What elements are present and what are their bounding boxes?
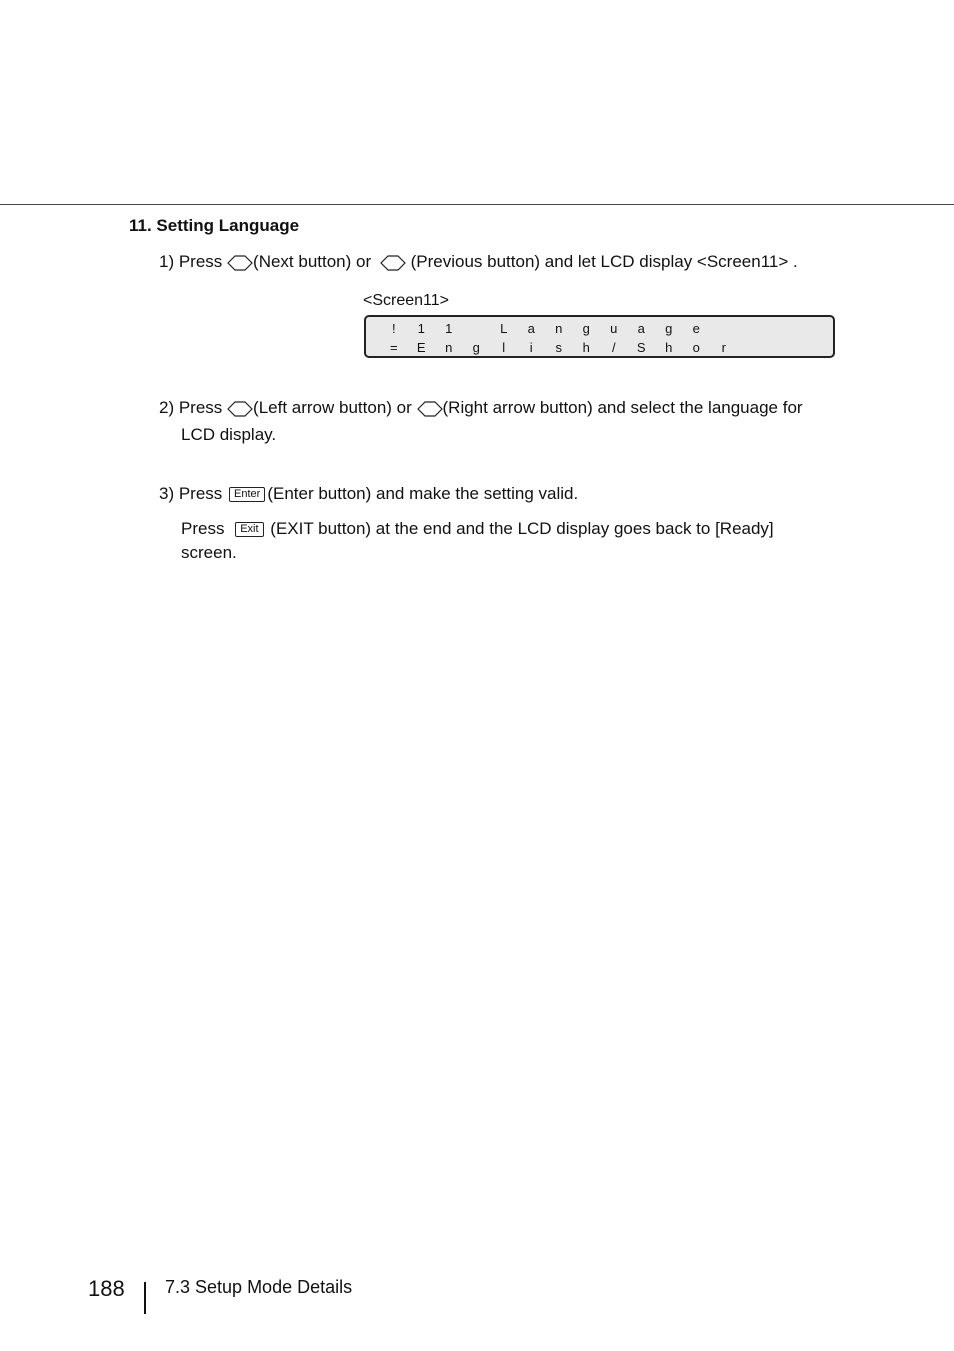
lcd-char: r	[721, 340, 726, 355]
lcd-char: e	[692, 321, 700, 336]
lcd-char: =	[389, 340, 398, 355]
lcd-char: a	[527, 321, 535, 336]
lcd-char: h	[582, 340, 590, 355]
step-2-continued: LCD display.	[181, 425, 277, 444]
lcd-char: g	[582, 321, 590, 336]
step-1	[159, 248, 798, 275]
lcd-char: s	[555, 340, 562, 355]
step-2	[159, 394, 803, 421]
lcd-char: L	[500, 321, 508, 336]
previous-button-icon	[380, 254, 406, 272]
lcd-char: !	[391, 321, 396, 336]
step-3-exit	[181, 515, 774, 542]
next-button-label: (Next button) or	[253, 252, 372, 271]
lcd-row-2	[380, 339, 738, 357]
lcd-char: a	[637, 321, 645, 336]
step-3-prefix: 3) Press	[159, 484, 223, 503]
next-button-icon	[227, 254, 253, 272]
enter-key-icon: Enter	[229, 487, 265, 502]
step-2-prefix: 2) Press	[159, 398, 223, 417]
lcd-char: o	[692, 340, 700, 355]
step-3-continued: screen.	[181, 543, 237, 562]
lcd-screen	[364, 315, 835, 358]
lcd-char: n	[555, 321, 563, 336]
lcd-char: g	[665, 321, 673, 336]
lcd-char: i	[529, 340, 533, 355]
section-heading: 11. Setting Language	[129, 216, 300, 235]
lcd-char: E	[416, 340, 426, 355]
lcd-char: g	[472, 340, 480, 355]
lcd-char: h	[665, 340, 673, 355]
lcd-char: 1	[417, 321, 425, 336]
lcd-char: u	[610, 321, 618, 336]
left-arrow-button-icon	[227, 400, 253, 418]
footer-section-title: 7.3 Setup Mode Details	[165, 1277, 353, 1297]
left-arrow-button-label: (Left arrow button) or	[253, 398, 412, 417]
previous-button-label: (Previous button) and let LCD display <Screen11> .	[410, 252, 798, 271]
enter-button-label: (Enter button) and make the setting valid.	[267, 484, 579, 503]
header-rule	[0, 204, 954, 205]
lcd-char: S	[636, 340, 646, 355]
lcd-char: l	[502, 340, 506, 355]
footer-divider	[144, 1282, 146, 1314]
right-arrow-button-label: (Right arrow button) and select the language for	[442, 398, 803, 417]
lcd-char: 1	[445, 321, 453, 336]
exit-button-label: (EXIT button) at the end and the LCD display goes back to [Ready]	[270, 519, 774, 538]
step-3	[159, 480, 578, 507]
page-number: 188	[88, 1276, 125, 1301]
lcd-char: /	[611, 340, 616, 355]
lcd-row-1	[380, 320, 710, 338]
right-arrow-button-icon	[417, 400, 443, 418]
screen-label: <Screen11>	[363, 292, 449, 309]
exit-key-icon: Exit	[235, 522, 263, 537]
lcd-char: n	[445, 340, 453, 355]
press-label: Press	[181, 519, 225, 538]
step-1-prefix: 1) Press	[159, 252, 223, 271]
